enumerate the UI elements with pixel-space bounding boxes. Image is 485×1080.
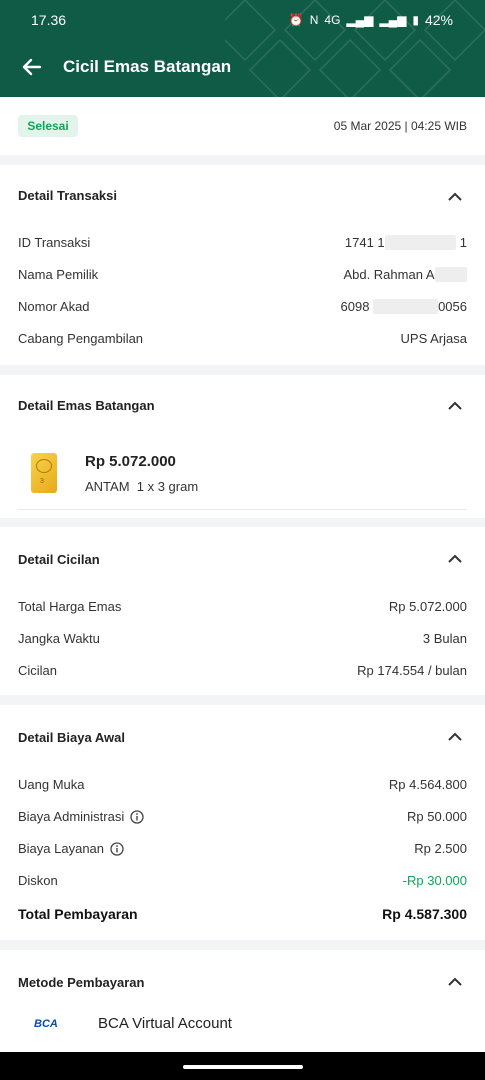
nfc-icon: N bbox=[309, 13, 319, 27]
home-gesture-handle[interactable] bbox=[183, 1065, 303, 1069]
section-title-cicilan: Detail Cicilan bbox=[18, 552, 100, 567]
row-value: 3 Bulan bbox=[422, 631, 467, 646]
chevron-up-icon[interactable] bbox=[447, 732, 463, 742]
row-biaya-admin bbox=[18, 809, 467, 829]
chevron-up-icon[interactable] bbox=[447, 977, 463, 987]
row-label: Nomor Akad bbox=[18, 299, 90, 314]
section-title-emas: Detail Emas Batangan bbox=[18, 398, 155, 413]
row-jangka-waktu bbox=[18, 631, 467, 651]
chevron-up-icon[interactable] bbox=[447, 554, 463, 564]
gold-price: Rp 5.072.000 bbox=[85, 453, 176, 470]
status-card bbox=[0, 97, 485, 155]
gold-bar-icon bbox=[31, 453, 57, 493]
row-label: Total Harga Emas bbox=[18, 599, 122, 614]
row-value: 1741 1 1 bbox=[344, 235, 467, 250]
row-total-harga bbox=[18, 599, 467, 619]
signal-icon-2: ▂▄▆ bbox=[379, 13, 407, 27]
row-value: Rp 174.554 / bulan bbox=[357, 663, 467, 678]
row-value: Rp 50.000 bbox=[407, 809, 467, 824]
masked-text bbox=[435, 267, 468, 282]
row-value: UPS Arjasa bbox=[400, 331, 467, 346]
info-icon[interactable] bbox=[130, 810, 144, 824]
section-metode bbox=[0, 950, 485, 1052]
section-title-metode: Metode Pembayaran bbox=[18, 975, 145, 990]
gold-product: ANTAM 1 x 3 gram bbox=[85, 479, 199, 494]
page-title: Cicil Emas Batangan bbox=[63, 57, 232, 76]
bca-logo: BCA bbox=[34, 1018, 58, 1030]
chevron-up-icon[interactable] bbox=[447, 192, 463, 202]
row-value: Rp 2.500 bbox=[414, 841, 467, 856]
system-nav-bar bbox=[0, 1052, 485, 1080]
row-nomor-akad bbox=[18, 299, 467, 319]
row-value: 6098 0056 bbox=[340, 299, 467, 314]
row-id-transaksi bbox=[18, 235, 467, 255]
payment-method-label: BCA Virtual Account bbox=[98, 1015, 232, 1032]
battery-icon: ▮ bbox=[412, 13, 419, 27]
battery-level: 42% bbox=[424, 12, 453, 28]
chevron-up-icon[interactable] bbox=[447, 401, 463, 411]
gold-bar-mark: 3 bbox=[40, 478, 44, 485]
section-title-transaksi: Detail Transaksi bbox=[18, 188, 117, 203]
row-diskon bbox=[18, 873, 467, 893]
row-cabang bbox=[18, 331, 467, 351]
total-value: Rp 4.587.300 bbox=[382, 906, 467, 922]
row-label-group bbox=[18, 809, 144, 824]
row-label: Cicilan bbox=[18, 663, 58, 678]
row-label-group bbox=[18, 841, 124, 856]
network-label: 4G bbox=[324, 13, 341, 27]
row-label: Diskon bbox=[18, 873, 58, 888]
section-transaksi bbox=[0, 165, 485, 365]
row-total-pembayaran bbox=[18, 906, 467, 926]
row-label: Biaya Layanan bbox=[18, 841, 105, 856]
app-header bbox=[0, 0, 485, 97]
row-label: Uang Muka bbox=[18, 777, 85, 792]
status-time: 17.36 bbox=[31, 12, 67, 28]
row-label: Biaya Administrasi bbox=[18, 809, 125, 824]
section-title-biaya: Detail Biaya Awal bbox=[18, 730, 125, 745]
section-cicilan bbox=[0, 527, 485, 695]
row-label: Jangka Waktu bbox=[18, 631, 100, 646]
row-uang-muka bbox=[18, 777, 467, 797]
status-badge: Selesai bbox=[18, 115, 78, 137]
status-icons bbox=[289, 12, 453, 28]
row-value: Rp 5.072.000 bbox=[388, 599, 467, 614]
transaction-datetime: 05 Mar 2025 | 04:25 WIB bbox=[333, 119, 467, 133]
discount-value: -Rp 30.000 bbox=[402, 873, 467, 888]
row-value: Abd. Rahman A bbox=[343, 267, 467, 282]
signal-icon: ▂▄▆ bbox=[346, 13, 374, 27]
row-biaya-layanan bbox=[18, 841, 467, 861]
gold-bar-emblem bbox=[36, 459, 52, 473]
masked-text bbox=[385, 235, 457, 250]
info-icon[interactable] bbox=[110, 842, 124, 856]
section-emas bbox=[0, 375, 485, 518]
row-label: ID Transaksi bbox=[18, 235, 91, 250]
status-bar bbox=[0, 0, 485, 38]
row-label: Cabang Pengambilan bbox=[18, 331, 144, 346]
row-nama-pemilik bbox=[18, 267, 467, 287]
divider bbox=[18, 509, 467, 510]
total-label: Total Pembayaran bbox=[18, 906, 138, 922]
row-label: Nama Pemilik bbox=[18, 267, 99, 282]
section-biaya bbox=[0, 705, 485, 940]
row-value: Rp 4.564.800 bbox=[388, 777, 467, 792]
row-cicilan bbox=[18, 663, 467, 683]
back-arrow-icon[interactable] bbox=[20, 55, 44, 79]
masked-text bbox=[373, 299, 438, 314]
alarm-icon: ⏰ bbox=[288, 13, 304, 27]
